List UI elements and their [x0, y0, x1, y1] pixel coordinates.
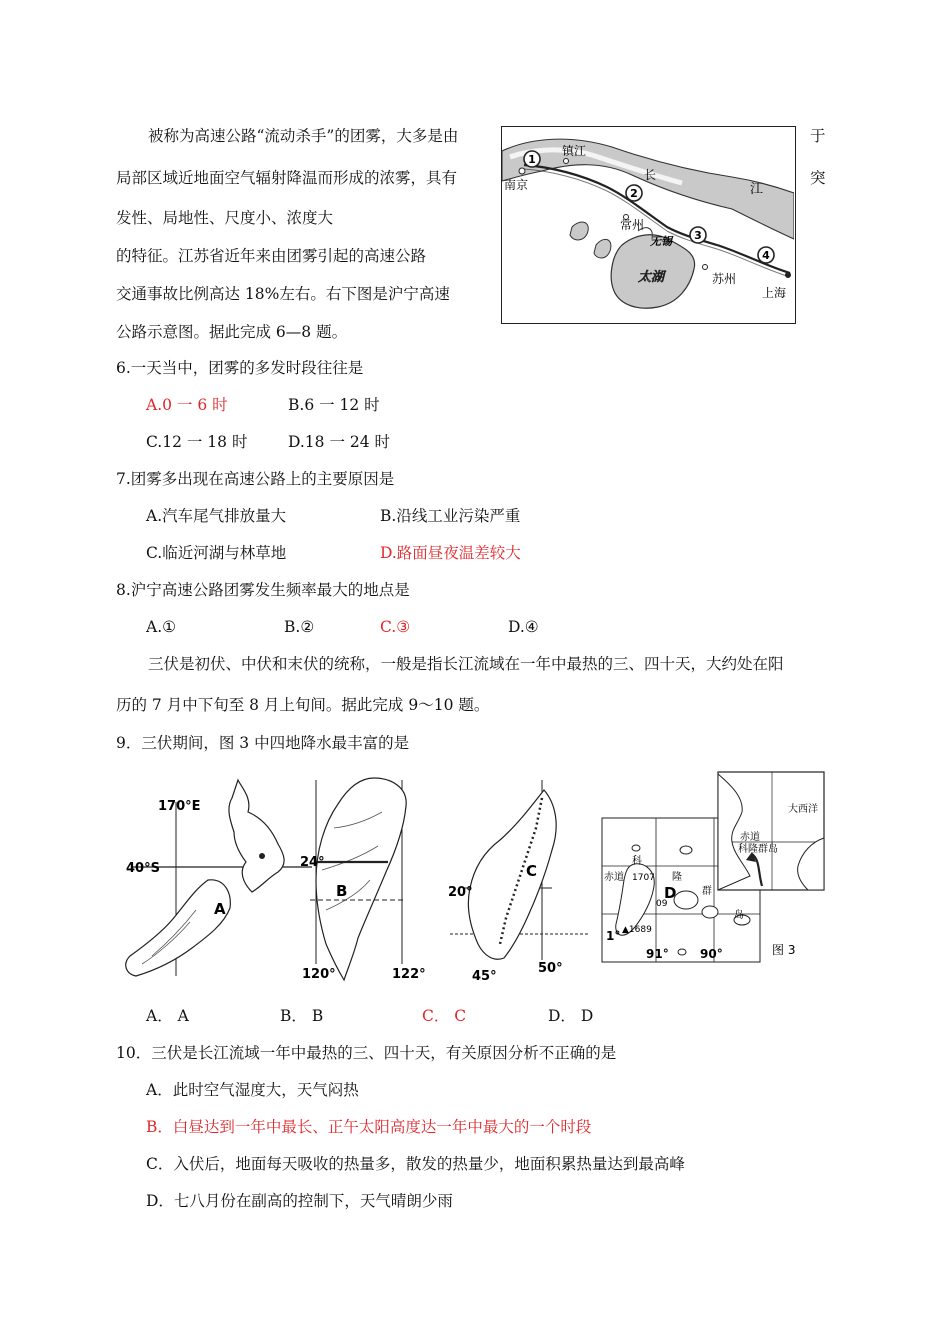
madagascar-island: [468, 790, 556, 959]
label-jiang: 江: [750, 182, 764, 197]
mg-lon2-label: 50°: [538, 961, 563, 976]
label-wuxi: 无锡: [650, 235, 672, 248]
figure-3-svg: [112, 768, 832, 994]
q7-stem: 7.团雾多出现在高速公路上的主要原因是: [116, 470, 395, 488]
gal-point-label: D: [664, 884, 677, 902]
q6-option-b[interactable]: B.6 一 12 时: [288, 396, 380, 414]
taiwan-island: [316, 778, 406, 980]
intro-line-6: 公路示意图。据此完成 6—8 题。: [116, 323, 348, 341]
gal-long: 隆: [672, 872, 682, 883]
q6-option-a[interactable]: A.0 一 6 时: [146, 396, 228, 414]
q6-option-d[interactable]: D.18 一 24 时: [288, 433, 391, 451]
passage2-line-2: 历的 7 月中下旬至 8 月上旬间。据此完成 9～10 题。: [116, 696, 490, 714]
q10-option-c[interactable]: C．入伏后，地面每天吸收的热量多，散发的热量少，地面积累热量达到最高峰: [146, 1155, 685, 1173]
label-taihu: 太湖: [638, 270, 665, 285]
inset-eq: 赤道: [740, 832, 760, 843]
q6-option-c[interactable]: C.12 一 18 时: [146, 433, 248, 451]
q10-stem: 10．三伏是长江流域一年中最热的三、四十天，有关原因分析不正确的是: [116, 1044, 617, 1062]
q9-option-d[interactable]: D． D: [548, 1007, 594, 1025]
small-lake-1: [570, 222, 588, 240]
intro-line-2-end: 突: [810, 169, 826, 187]
q8-option-a[interactable]: A.①: [146, 618, 177, 636]
marker-3-label: 3: [694, 229, 702, 242]
panel-c-madagascar: [448, 780, 588, 984]
label-chang: 长: [644, 168, 657, 182]
intro-line-5: 交通事故比例高达 18%左右。右下图是沪宁高速: [116, 285, 450, 303]
gal-09: 09: [656, 899, 668, 909]
tw-lat-label: 24°: [300, 855, 325, 870]
tw-lon2-label: 122°: [392, 967, 426, 982]
intro-line-3: 发性、局地性、尺度小、浓度大: [116, 209, 334, 227]
q9-stem: 9．三伏期间，图 3 中四地降水最丰富的是: [116, 734, 410, 752]
label-shanghai: 上海: [762, 286, 787, 300]
gal-lon1: 91°: [646, 947, 669, 961]
marker-2-label: 2: [630, 187, 638, 200]
q6-stem: 6.一天当中，团雾的多发时段往往是: [116, 359, 364, 377]
q10-option-b[interactable]: B．白昼达到一年中最长、正午太阳高度达一年中最大的一个时段: [146, 1118, 592, 1136]
nz-south-island: [126, 880, 231, 976]
gal-ke: 科: [632, 856, 642, 867]
panel-b-taiwan: [300, 778, 426, 982]
q8-option-c[interactable]: C.③: [380, 618, 411, 636]
huning-map-svg: [502, 127, 794, 322]
q7-option-a[interactable]: A.汽车尾气排放量大: [146, 507, 287, 525]
small-lake-2: [594, 239, 611, 258]
mg-lat-label: 20°: [448, 885, 473, 900]
nz-point-label: A: [214, 900, 226, 918]
q10-option-a[interactable]: A．此时空气湿度大，天气闷热: [146, 1081, 359, 1099]
huning-expressway-map: [501, 126, 796, 324]
city-dot-suzhou: [703, 265, 708, 270]
q9-option-b[interactable]: B． B: [280, 1007, 324, 1025]
panel-a-new-zealand: [126, 780, 312, 976]
q7-option-b[interactable]: B.沿线工业污染严重: [380, 507, 521, 525]
q7-option-d[interactable]: D.路面昼夜温差较大: [380, 544, 521, 562]
panel-d-galapagos: [602, 772, 824, 962]
nz-lon-label: 170°E: [158, 799, 201, 814]
gal-1689: ▲1689: [622, 925, 652, 935]
intro-line-1: 被称为高速公路“流动杀手”的团雾，大多是由: [148, 127, 459, 145]
nz-north-island: [229, 780, 284, 892]
city-dot-zhenjiang: [564, 159, 569, 164]
mg-point-label: C: [526, 862, 538, 880]
tw-point-label: B: [336, 882, 348, 900]
gal-lat: 1°: [606, 929, 621, 943]
q9-option-a[interactable]: A． A: [146, 1007, 189, 1025]
q9-option-c[interactable]: C． C: [422, 1007, 467, 1025]
figure-3-caption: 图 3: [772, 943, 796, 957]
intro-line-1-end: 于: [810, 127, 826, 145]
gal-1707: 1707: [632, 873, 655, 883]
q8-option-d[interactable]: D.④: [508, 618, 539, 636]
inset-isl: 科隆群岛: [738, 844, 778, 855]
mg-lon1-label: 45°: [472, 969, 497, 984]
gal-dao: 岛: [734, 910, 744, 921]
marker-4-label: 4: [762, 249, 770, 262]
gal-lon2: 90°: [700, 947, 723, 961]
intro-line-2: 局部区域近地面空气辐射降温而形成的浓雾，具有: [116, 169, 458, 187]
label-changzhou: 常州: [620, 218, 645, 232]
city-dot-nanjing: [519, 168, 525, 174]
q10-option-d[interactable]: D．七八月份在副高的控制下，天气晴朗少雨: [146, 1192, 453, 1210]
marker-1-label: 1: [528, 153, 536, 166]
passage2-line-1: 三伏是初伏、中伏和末伏的统称，一般是指长江流域在一年中最热的三、四十天，大约处在阳: [148, 655, 784, 673]
label-suzhou: 苏州: [712, 272, 737, 286]
q8-option-b[interactable]: B.②: [284, 618, 315, 636]
nz-lat-label: 40°S: [126, 861, 160, 876]
city-dot-shanghai: [785, 272, 791, 278]
label-nanjing: 南京: [504, 178, 529, 192]
q8-stem: 8.沪宁高速公路团雾发生频率最大的地点是: [116, 581, 410, 599]
tw-lon1-label: 120°: [302, 967, 336, 982]
gal-qun: 群: [702, 886, 712, 897]
inset-ocean: 大西洋: [788, 804, 818, 815]
gal-chidao: 赤道: [604, 872, 624, 883]
q7-option-c[interactable]: C.临近河湖与林草地: [146, 544, 287, 562]
label-zhenjiang: 镇江: [562, 144, 587, 158]
intro-line-4: 的特征。江苏省近年来由团雾引起的高速公路: [116, 247, 427, 265]
figure-3: [112, 768, 832, 994]
